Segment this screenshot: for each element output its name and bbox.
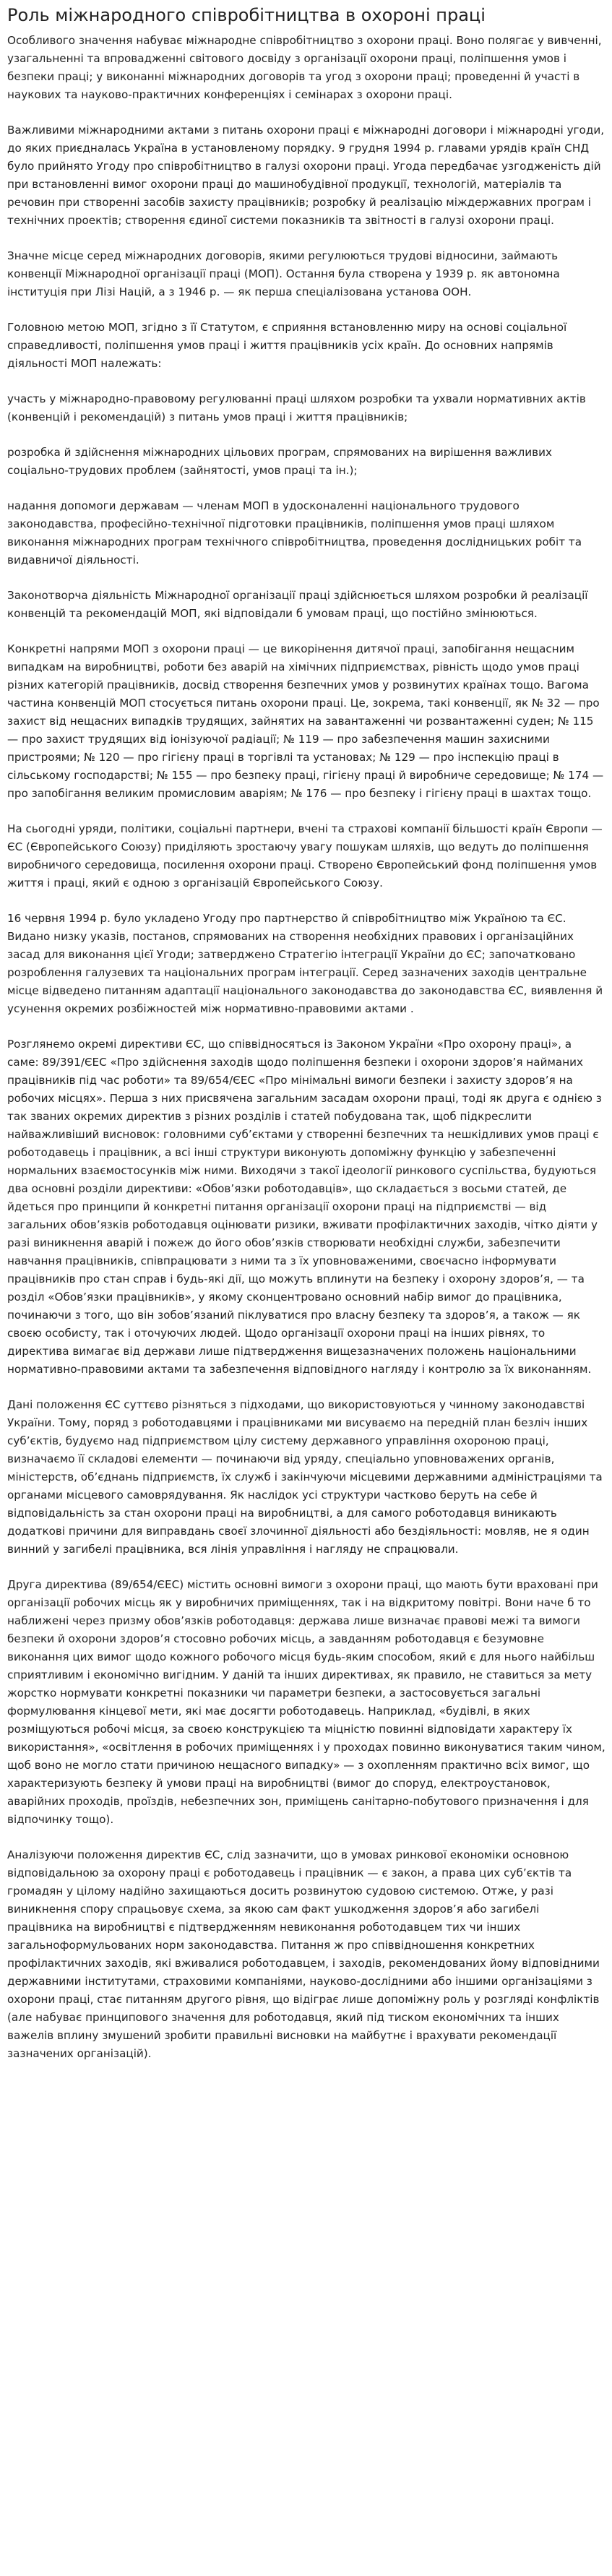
- paragraph-ilo-conventions: Значне місце серед міжнародних договорів, якими регулюються трудові відносини, займають конвенції Міжнародної організації праці (МОП). Остання була створена у 1939 р. як автономна інституція при Лізі Націй, а з 1946 р. — як перша спеціалізована установа ООН.: [7, 249, 560, 298]
- paragraph-direction-assistance: надання допомоги державам — членам МОП в удосконаленні національного трудового законодавства, професійно-технічної підготовки працівників, поліпшення умов праці шляхом виконання міжнародних програм технічного співробітництва, проведення дослідницьких робіт та видавничої діяльності.: [7, 499, 582, 567]
- paragraph-analysis: Аналізуючи положення директив ЄС, слід зазначити, що в умовах ринкової економіки основною відповідальною за охорону праці є роботодавець і працівник — є закон, а права цих суб’єктів та громадян у цілому надійно захищаються досить розвинутою судовою системою. Отже, у разі виникнення спору спрацьовує схема, за якою сам факт ушкодження здоров’я або загибелі працівника на виробництві є підтвердженням невиконання роботодавцем тих чи інших загальноформульованих норм законодавства. Питання ж про співвідношення конкретних профілактичних заходів, які вживалися роботодавцем, і заходів, рекомендованих йому відповідними державними інститутами, страховими компаніями, науково-дослідними або іншими організаціями з охорони праці, стає питанням другого рівня, що відіграє лише допоміжну роль у розгляді конфліктів (але набуває принципового значення для роботодавця, який під тиском економічних та інших важелів вплину змушений зробити правильні висновки на майбутнє і врахувати рекомендації зазначених організацій).: [7, 1848, 600, 2060]
- paragraph-direction-programs: розробка й здійснення міжнародних цільових програм, спрямованих на вирішення важливих соціально-трудових проблем (зайнятості, умов праці та ін.);: [7, 446, 552, 477]
- paragraph-lawmaking: Законотворча діяльність Міжнародної організації праці здійснюється шляхом розробки й реалізації конвенцій та рекомендацій МОП, які відповідали б умовам праці, що постійно змінюються.: [7, 589, 588, 620]
- paragraph-eu-directives: Розглянемо окремі директиви ЄС, що співвідносяться із Законом України «Про охорону праці», а саме: 89/391/ЄЕС «Про здійснення заходів щодо поліпшення безпеки і охорони здоров’я найманих працівників під час роботи» та 89/654/ЄЕС «Про мінімальні вимоги безпеки і захисту здоров’я на робочих місцях». Перша з них присвячена загальним засадам охорони праці, тоді як друга є однією з так званих окремих директив з різних розділів і статей побудована так, щоб підкреслити найважливіший висновок: головними суб’єктами у створенні безпечних та нешкідливих умов праці є роботодавець і працівник, а всі інші структури виконують допоміжну функцію у забезпеченні нормальних взаємостосунків між ними. Виходячи з такої ідеології ринкового суспільства, будуються два основні розділи директиви: «Обов’язки роботодавців», що складається з восьми статей, де йдеться про принципи й конкретні питання організації охорони праці на підприємстві — від загальних обов’язків роботодавця оцінювати ризики, вживати профілактичних заходів, чітко діяти у разі виникнення аварій і пожеж до його обов’язків створювати необхідні служби, забезпечити навчання працівників, співпрацювати з ними та з їх уповноваженими, своєчасно інформувати працівників про стан справ і будь-які дії, що можуть вплинути на безпеку і охорону здоров’я, — та розділ «Обов’язки працівників», у якому сконцентровано основний набір вимог до працівника, починаючи з того, що він зобов’язаний піклуватися про власну безпеку та здоров’я, а також — як своєю особисту, так і оточуючих людей. Щодо організації охорони праці на інших рівнях, то директива вимагає від держави лише підтвердження вищезазначених положень національними нормативно-правовими актами та забезпечення відповідного нагляду і контролю за їх виконанням.: [7, 1038, 602, 1376]
- paragraph-specific-directions: Конкретні напрями МОП з охорони праці — це викорінення дитячої праці, запобігання нещасним випадкам на виробництві, роботи без аварій на хімічних підприємствах, рівність щодо умов праці різних категорій працівників, досвід створення безпечних умов у розвинутих країнах тощо. Вагома частина конвенцій МОП стосується питань охорони праці. Це, зокрема, такі конвенції, як № 32 — про захист від нещасних випадків трудящих, зайнятих на завантаженні чи розвантаженні суден; № 115 — про захист трудящих від іонізуючої радіації; № 119 — про забезпечення машин захисними пристроями; № 120 — про гігієну праці в торгівлі та установах; № 129 — про інспекцію праці в сільському господарстві; № 155 — про безпеку праці, гігієну праці й виробниче середовище; № 174 — про запобігання великим промисловим аваріям; № 176 — про безпеку і гігієну праці в шахтах тощо.: [7, 642, 604, 800]
- paragraph-international-agreements: Важливими міжнародними актами з питань охорони праці є міжнародні договори і міжнародні угоди, до яких приєдналась Україна в установленому порядку. 9 грудня 1994 р. главами урядів країн СНД було прийнято Угоду про співробітництво в галузі охорони праці. Угода передбачає узгодженість дій при встановленні вимог охорони праці до машинобудівної продукції, технологій, матеріалів та речовин при створенні засобів захисту працівників; розробку й реалізацію міждержавних програм і технічних проектів; створення єдиної системи показників та звітності в галузі охорони праці.: [7, 124, 605, 227]
- article-title: Роль міжнародного співробітництва в охороні праці: [7, 5, 486, 25]
- paragraph-ilo-goal: Головною метою МОП, згідно з її Статутом, є сприяння встановленню миру на основі соціальної справедливості, поліпшення умов праці і життя працівників усіх країн. До основних напрямів діяльності МОП належать:: [7, 321, 567, 370]
- paragraph-intro: Особливого значення набуває міжнародне співробітництво з охорони праці. Воно полягає у вивченні, узагальненні та впровадженні світового досвіду з організації охорони праці, поліпшення умов і безпеки праці; у виконанні міжнародних договорів та угод з охорони праці; проведенні й участі в наукових та науково-практичних конференціях і семінарах з охорони праці.: [7, 34, 602, 101]
- paragraph-second-directive: Друга директива (89/654/ЄЕС) містить основні вимоги з охорони праці, що мають бути враховані при організації робочих місць як у виробничих приміщеннях, так і на відкритому повітрі. Вони наче б то наближені через призму обов’язків роботодавця: держава лише визначає правові межі та вимоги безпеки й охорони здоров’я стосовно робочих місць, а завданням роботодавця є безумовне виконання цих вимог щодо кожного робочого місця будь-яким способом, який є для нього найбільш сприятливим і економічно вигідним. У даній та інших директивах, як правило, не ставиться за мету жорстко нормувати конкретні показники чи параметри безпеки, а застосовується загальні формулювання кінцевої мети, які має досягти роботодавець. Наприклад, «будівлі, в яких розміщуються робочі місця, за своєю конструкцією та міцністю повинні відповідати характеру їх використання», «освітлення в робочих приміщеннях і у проходах повинно виконуватися таким чином, щоб воно не могло стати причиною нещасного випадку» — з охопленням практично всіх вимог, що характеризують безпеку й умови праці на виробництві (вимог до споруд, електроустановок, аварійних проходів, проїздів, небезпечних зон, приміщень санітарно-побутового призначення і для відпочинку тощо).: [7, 1578, 605, 1826]
- paragraph-ukraine-differences: Дані положення ЄС суттєво різняться з підходами, що використовуються у чинному законодавстві України. Тому, поряд з роботодавцями і працівниками ми висуваємо на передній план безліч інших суб’єктів, будуємо над підприємством цілу систему державного управління охороною праці, визначаємо її складові елементи — починаючи від уряду, спеціально уповноважених органів, міністерств, об’єднань підприємств, їх служб і закінчуючи місцевими державними адміністраціями та органами місцевого самоврядування. Як наслідок усі структури частково беруть на себе й відповідальність за стан охорони праці на виробництві, а для самого роботодавця виникають додаткові причини для виправдань своєї злочинної діяльності або бездіяльності: мовляв, не я один винний у загибелі працівника, вся лінія управління і нагляду не спрацювали.: [7, 1398, 603, 1556]
- paragraph-ukraine-eu-agreement: 16 червня 1994 р. було укладено Угоду про партнерство й співробітництво між Україною та ЄС. Видано низку указів, постанов, спрямованих на створення необхідних правових і організаційних засад для виконання цієї Угоди; затверджено Стратегію інтеграції України до ЄС; започатковано розроблення галузевих та національних програм інтеграції. Серед зазначених заходів центральне місце відведено питанням адаптації національного законодавства до законодавства ЄС, виявлення й усунення окремих розбіжностей між нормативно-правовими актами .: [7, 912, 603, 1015]
- paragraph-direction-regulation: участь у міжнародно-правовому регулюванні праці шляхом розробки та ухвали нормативних актів (конвенцій і рекомендацій) з питань умов праці і життя працівників;: [7, 392, 586, 423]
- paragraph-europe: На сьогодні уряди, політики, соціальні партнери, вчені та страхові компанії більшості країн Європи — ЄС (Європейського Союзу) приділяють зростаючу увагу пошукам шляхів, що ведуть до поліпшення виробничого середовища, посилення охорони праці. Створено Європейський фонд поліпшення умов життя і праці, який є одною з організацій Європейського Союзу.: [7, 822, 603, 889]
